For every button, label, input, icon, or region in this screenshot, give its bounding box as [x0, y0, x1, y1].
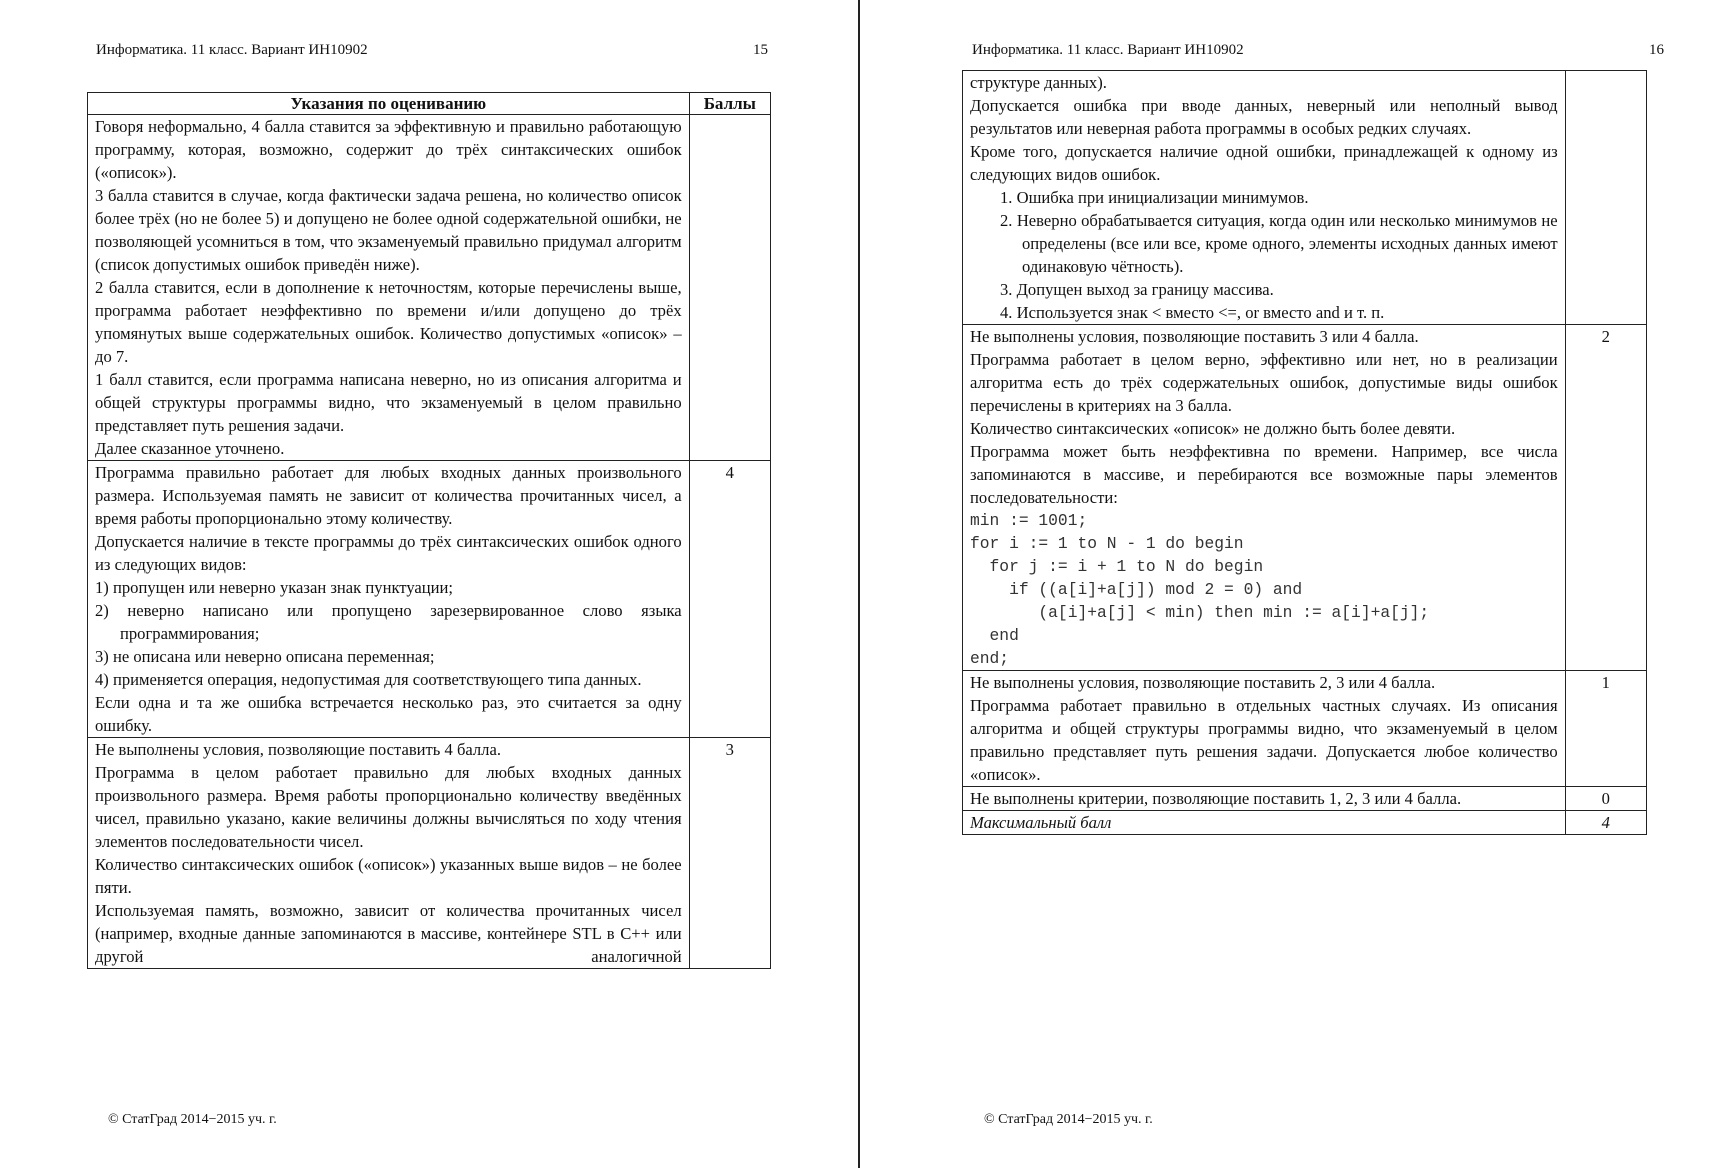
intro-cell — [88, 115, 690, 461]
list-item: 3) не описана или неверно описана переменная; — [95, 647, 435, 666]
points-column-header: Баллы — [689, 93, 770, 115]
page-16 — [860, 0, 1718, 1168]
list-item: 3. Допущен выход за границу массива. — [1000, 280, 1274, 299]
criteria-cell — [963, 671, 1566, 787]
list-item: 2. Неверно обрабатывается ситуация, когда один или несколько минимумов не определены (все или все, кроме одного, элементы исходных данных имеют одинаковую чётность). — [1000, 211, 1558, 276]
intro-paragraph: 3 балла ставится в случае, когда фактически задача решена, но количество описок более трёх (но не более 5) и допущено не более одной содержательной ошибки, не позволяющей усомниться в том, что экзаменуемый правильно придумал алгоритм (список допустимых ошибок приведён ниже). — [95, 186, 682, 274]
criteria-paragraph: Не выполнены условия, позволяющие поставить 4 балла. — [95, 740, 501, 759]
criteria-row-4 — [88, 461, 771, 738]
criteria-paragraph: Допускается наличие в тексте программы до трёх синтаксических ошибок одного из следующих видов: — [95, 532, 682, 574]
criteria-cell — [963, 787, 1566, 811]
code-example: min := 1001; for i := 1 to N - 1 do begin for j := i + 1 to N do begin if ((a[i]+a[j]) mod 2 = 0) and (a[i]+a[j] < min) then min := a[i]+a[j]; end end; — [970, 511, 1430, 668]
max-score-label: Максимальный балл — [963, 811, 1566, 835]
criteria-paragraph: Если одна и та же ошибка встречается несколько раз, это считается за одну ошибку. — [95, 693, 682, 735]
list-item: 2) неверно написано или пропущено зарезервированное слово языка программирования; — [95, 601, 682, 643]
score-value: 2 — [1565, 325, 1646, 671]
intro-paragraph: Далее сказанное уточнено. — [95, 439, 285, 458]
criteria-paragraph: Программа правильно работает для любых входных данных произвольного размера. Используемая память не зависит от количества прочитанных чисел, а время работы пропорционально этому количеству. — [95, 463, 682, 528]
grading-table — [87, 92, 771, 969]
intro-paragraph: 1 балл ставится, если программа написана неверно, но из описания алгоритма и общей структуры программы видно, что экзаменуемый в целом правильно представляет путь решения задачи. — [95, 370, 682, 435]
page-number: 15 — [753, 42, 768, 58]
max-score-value: 4 — [1565, 811, 1646, 835]
criteria-cell — [88, 738, 690, 969]
criteria-paragraph: Программа работает в целом верно, эффективно или нет, но в реализации алгоритма есть до трёх содержательных ошибок, допустимые виды ошибок перечислены в критериях на 3 балла. — [970, 350, 1558, 415]
criteria-cell — [88, 461, 690, 738]
list-item: 4) применяется операция, недопустимая для соответствующего типа данных. — [95, 670, 642, 689]
criteria-cell — [963, 325, 1566, 671]
criteria-paragraph: Используемая память, возможно, зависит от количества прочитанных чисел (например, входные данные запоминаются в массиве, контейнере STL в C++ или другой аналогичной — [95, 901, 682, 966]
criteria-column-header: Указания по оцениванию — [88, 93, 690, 115]
criteria-row-2 — [963, 325, 1647, 671]
criteria-paragraph: Не выполнены условия, позволяющие поставить 2, 3 или 4 балла. — [970, 673, 1436, 692]
page-15 — [0, 0, 858, 1168]
criteria-paragraph: Количество синтаксических ошибок («описок») указанных выше видов – не более пяти. — [95, 855, 682, 897]
intro-row — [88, 115, 771, 461]
criteria-row-3-continued — [963, 71, 1647, 325]
score-value: 4 — [689, 461, 770, 738]
error-type-list — [970, 186, 1558, 324]
page-footer: © СтатГрад 2014−2015 уч. г. — [984, 1112, 1153, 1127]
header-title: Информатика. 11 класс. Вариант ИН10902 — [972, 42, 1244, 58]
list-item: 4. Используется знак < вместо <=, or вместо and и т. п. — [1000, 303, 1385, 322]
criteria-paragraph: Программа работает правильно в отдельных частных случаях. Из описания алгоритма и общей структуры программы видно, что экзаменуемый в целом правильно представляет путь решения задачи. Допускается любое количество «описок». — [970, 696, 1558, 784]
intro-paragraph: 2 балла ставится, если в дополнение к неточностям, которые перечислены выше, программа работает неэффективно по времени и/или допущено до трёх упомянутых выше содержательных ошибок. Количество допустимых «описок» – до 7. — [95, 278, 682, 366]
list-item: 1) пропущен или неверно указан знак пунктуации; — [95, 578, 454, 597]
table-header-row — [88, 93, 771, 115]
criteria-paragraph: Программа в целом работает правильно для любых входных данных произвольного размера. Время работы пропорционально количеству введённых чисел, правильно указано, какие величины должны вычисляться по ходу чтения элементов последовательности чисел. — [95, 763, 682, 851]
intro-score-cell — [689, 115, 770, 461]
score-value: 0 — [1565, 787, 1646, 811]
criteria-row-0 — [963, 787, 1647, 811]
intro-paragraph: Говоря неформально, 4 балла ставится за эффективную и правильно работающую программу, которая, возможно, содержит до трёх синтаксических ошибок («описок»). — [95, 117, 682, 182]
error-type-list — [95, 576, 682, 691]
criteria-paragraph: Не выполнены условия, позволяющие поставить 3 или 4 балла. — [970, 327, 1419, 346]
criteria-paragraph: Кроме того, допускается наличие одной ошибки, принадлежащей к одному из следующих видов ошибок. — [970, 142, 1558, 184]
page-number: 16 — [1649, 42, 1664, 58]
criteria-row-3 — [88, 738, 771, 969]
criteria-paragraph: Допускается ошибка при вводе данных, неверный или неполный вывод результатов или неверная работа программы в особых редких случаях. — [970, 96, 1558, 138]
criteria-paragraph: Количество синтаксических «описок» не должно быть более девяти. — [970, 419, 1456, 438]
criteria-paragraph: Программа может быть неэффективна по времени. Например, все числа запоминаются в массиве, и перебираются все возможные пары элементов последовательности: — [970, 442, 1558, 507]
criteria-paragraph: Не выполнены критерии, позволяющие поставить 1, 2, 3 или 4 балла. — [970, 789, 1462, 808]
score-cell-empty — [1565, 71, 1646, 325]
criteria-cell — [963, 71, 1566, 325]
list-item: 1. Ошибка при инициализации минимумов. — [1000, 188, 1309, 207]
grading-table-continued — [962, 70, 1647, 835]
page-footer: © СтатГрад 2014−2015 уч. г. — [108, 1112, 277, 1127]
header-title: Информатика. 11 класс. Вариант ИН10902 — [96, 42, 368, 58]
criteria-row-1 — [963, 671, 1647, 787]
criteria-paragraph: структуре данных). — [970, 73, 1107, 92]
score-value: 1 — [1565, 671, 1646, 787]
score-value: 3 — [689, 738, 770, 969]
max-score-row — [963, 811, 1647, 835]
